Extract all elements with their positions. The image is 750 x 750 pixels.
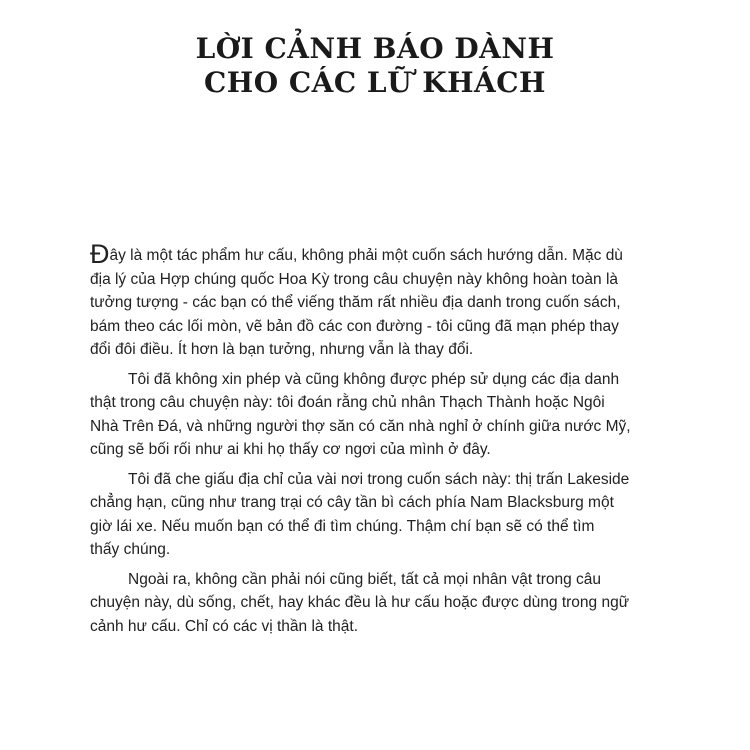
paragraph-2 xyxy=(90,368,662,462)
paragraph-3 xyxy=(90,468,662,562)
text-line: cảnh hư cấu. Chỉ có các vị thần là thật. xyxy=(90,617,358,635)
text-line: chẳng hạn, cũng như trang trại có cây tần bì cách phía Nam Blacksburg một xyxy=(90,494,614,511)
text-line: tưởng tượng - các bạn có thể viếng thăm rất nhiều địa danh trong cuốn sách, xyxy=(90,294,621,311)
text-line: bám theo các lối mòn, vẽ bản đồ các con đường - tôi cũng đã mạn phép thay xyxy=(90,317,619,335)
text-line: Tôi đã che giấu địa chỉ của vài nơi trong cuốn sách này: thị trấn Lakeside xyxy=(128,470,630,488)
text-line: Tôi đã không xin phép và cũng không được phép sử dụng các địa danh xyxy=(128,370,620,388)
drop-cap: Đ xyxy=(90,239,110,269)
text-line: Ngoài ra, không cần phải nói cũng biết, tất cả mọi nhân vật trong câu xyxy=(128,570,602,588)
text-line: thấy chúng. xyxy=(90,541,171,558)
text-line: chuyện này, dù sống, chết, hay khác đều là hư cấu hoặc được dùng trong ngữ xyxy=(90,594,630,611)
title-line-1: LỜI CẢNH BÁO DÀNH xyxy=(195,32,555,65)
text-line: thật trong câu chuyện này: tôi đoán rằng chủ nhân Thạch Thành hoặc Ngôi xyxy=(90,394,605,411)
text-line: địa lý của Hợp chúng quốc Hoa Kỳ trong câu chuyện này không hoàn toàn là xyxy=(90,270,619,288)
body-text xyxy=(90,239,662,638)
title-line-2: CHO CÁC LỮ KHÁCH xyxy=(203,66,547,99)
text-line: cũng sẽ bối rối như ai khi họ thấy cơ ngơi của mình ở đây. xyxy=(90,441,491,458)
text-line: giờ lái xe. Nếu muốn bạn có thể đi tìm chúng. Thậm chí bạn sẽ có thể tìm xyxy=(90,517,595,535)
paragraph-4 xyxy=(90,568,662,639)
text-line: Đây là một tác phẩm hư cấu, không phải một cuốn sách hướng dẫn. Mặc dù xyxy=(90,239,623,269)
chapter-title xyxy=(0,32,750,100)
text-line: Nhà Trên Đá, và những người thợ săn có căn nhà nghỉ ở chính giữa nước Mỹ, xyxy=(90,417,631,435)
text-line: đổi đôi điều. Ít hơn là bạn tưởng, nhưng vẫn là thay đổi. xyxy=(90,341,474,358)
paragraph-1 xyxy=(90,239,662,362)
